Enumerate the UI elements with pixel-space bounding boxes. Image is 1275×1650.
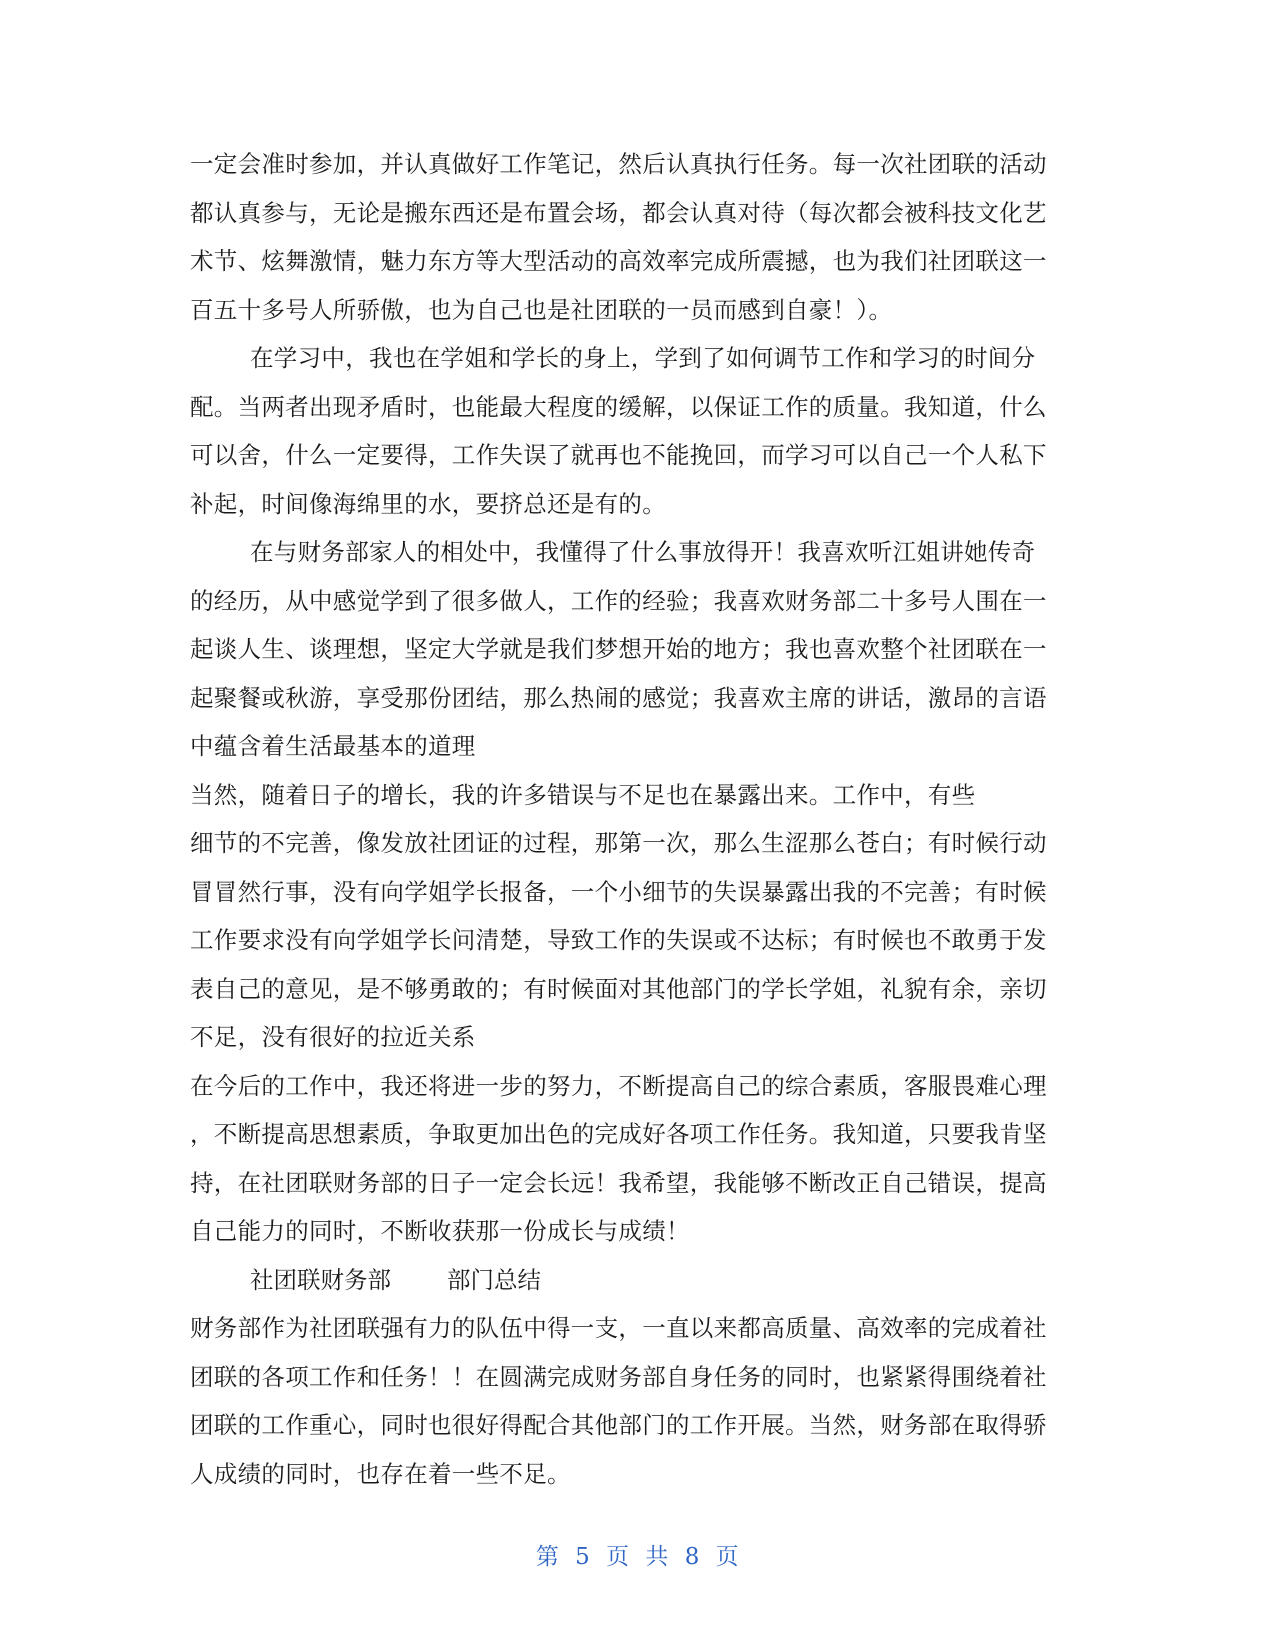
text-line: 配。当两者出现矛盾时，也能最大程度的缓解，以保证工作的质量。我知道，什么 bbox=[190, 392, 1047, 421]
footer-total-label: 共 bbox=[645, 1544, 669, 1570]
body-text bbox=[190, 140, 1085, 1256]
text-line: 术节、炫舞激情，魅力东方等大型活动的高效率完成所震撼，也为我们社团联这一 bbox=[190, 247, 1047, 275]
text-line: 自己能力的同时，不断收获那一份成长与成绩！ bbox=[190, 1217, 690, 1245]
text-line: 在与财务部家人的相处中，我懂得了什么事放得开！我喜欢听江姐讲她传奇 bbox=[250, 538, 1036, 566]
footer-current-page: 5 bbox=[575, 1544, 591, 1570]
text-line: 可以舍，什么一定要得，工作失误了就再也不能挽回，而学习可以自己一个人私下 bbox=[190, 441, 1047, 469]
text-line: 的经历，从中感觉学到了很多做人，工作的经验；我喜欢财务部二十多号人围在一 bbox=[190, 586, 1047, 615]
section-title bbox=[190, 1256, 1085, 1305]
footer-page-label: 页 bbox=[606, 1544, 630, 1570]
text-line: 在学习中，我也在学姐和学长的身上，学到了如何调节工作和学习的时间分 bbox=[250, 344, 1036, 372]
text-line: 团联的各项工作和任务！！在圆满完成财务部自身任务的同时，也紧紧得围绕着社 bbox=[190, 1362, 1047, 1391]
text-line: 团联的工作重心，同时也很好得配合其他部门的工作开展。当然，财务部在取得骄 bbox=[190, 1411, 1047, 1439]
page-content bbox=[190, 140, 1085, 1498]
body-text-after-title bbox=[190, 1304, 1085, 1498]
text-line: 表自己的意见，是不够勇敢的；有时候面对其他部门的学长学姐，礼貌有余，亲切 bbox=[190, 974, 1047, 1003]
text-line: 补起，时间像海绵里的水，要挤总还是有的。 bbox=[190, 489, 666, 518]
text-line: 冒冒然行事，没有向学姐学长报备，一个小细节的失误暴露出我的不完善；有时候 bbox=[190, 877, 1047, 906]
text-line: 起谈人生、谈理想，坚定大学就是我们梦想开始的地方；我也喜欢整个社团联在一 bbox=[190, 635, 1047, 663]
page-footer bbox=[0, 1538, 1275, 1571]
text-line: 当然，随着日子的增长，我的许多错误与不足也在暴露出来。工作中，有些 bbox=[190, 780, 976, 809]
text-line: 中蕴含着生活最基本的道理 bbox=[190, 732, 476, 760]
text-line: ，不断提高思想素质，争取更加出色的完成好各项工作任务。我知道，只要我肯坚 bbox=[190, 1120, 1047, 1148]
section-title-department: 社团联财务部 bbox=[250, 1265, 391, 1294]
text-line: 起聚餐或秋游，享受那份团结，那么热闹的感觉；我喜欢主席的讲话，激昂的言语 bbox=[190, 683, 1047, 712]
text-line: 工作要求没有向学姐学长问清楚，导致工作的失误或不达标；有时候也不敢勇于发 bbox=[190, 926, 1047, 954]
text-line: 一定会准时参加，并认真做好工作笔记，然后认真执行任务。每一次社团联的活动 bbox=[190, 150, 1047, 178]
text-line: 不足，没有很好的拉近关系 bbox=[190, 1023, 476, 1051]
footer-total-pages: 8 bbox=[684, 1544, 700, 1570]
text-line: 财务部作为社团联强有力的队伍中得一支，一直以来都高质量、高效率的完成着社 bbox=[190, 1314, 1047, 1342]
text-line: 人成绩的同时，也存在着一些不足。 bbox=[190, 1459, 571, 1488]
text-line: 细节的不完善，像发放社团证的过程，那第一次，那么生涩那么苍白；有时候行动 bbox=[190, 829, 1047, 857]
text-line: 持，在社团联财务部的日子一定会长远！我希望，我能够不断改正自己错误，提高 bbox=[190, 1168, 1047, 1197]
text-line: 在今后的工作中，我还将进一步的努力，不断提高自己的综合素质，客服畏难心理 bbox=[190, 1071, 1047, 1100]
section-title-summary: 部门总结 bbox=[447, 1265, 541, 1294]
footer-prefix: 第 bbox=[535, 1544, 560, 1570]
text-line: 百五十多号人所骄傲，也为自己也是社团联的一员而感到自豪！）。 bbox=[190, 295, 893, 324]
footer-suffix: 页 bbox=[715, 1544, 740, 1570]
text-line: 都认真参与，无论是搬东西还是布置会场，都会认真对待（每次都会被科技文化艺 bbox=[190, 198, 1047, 227]
